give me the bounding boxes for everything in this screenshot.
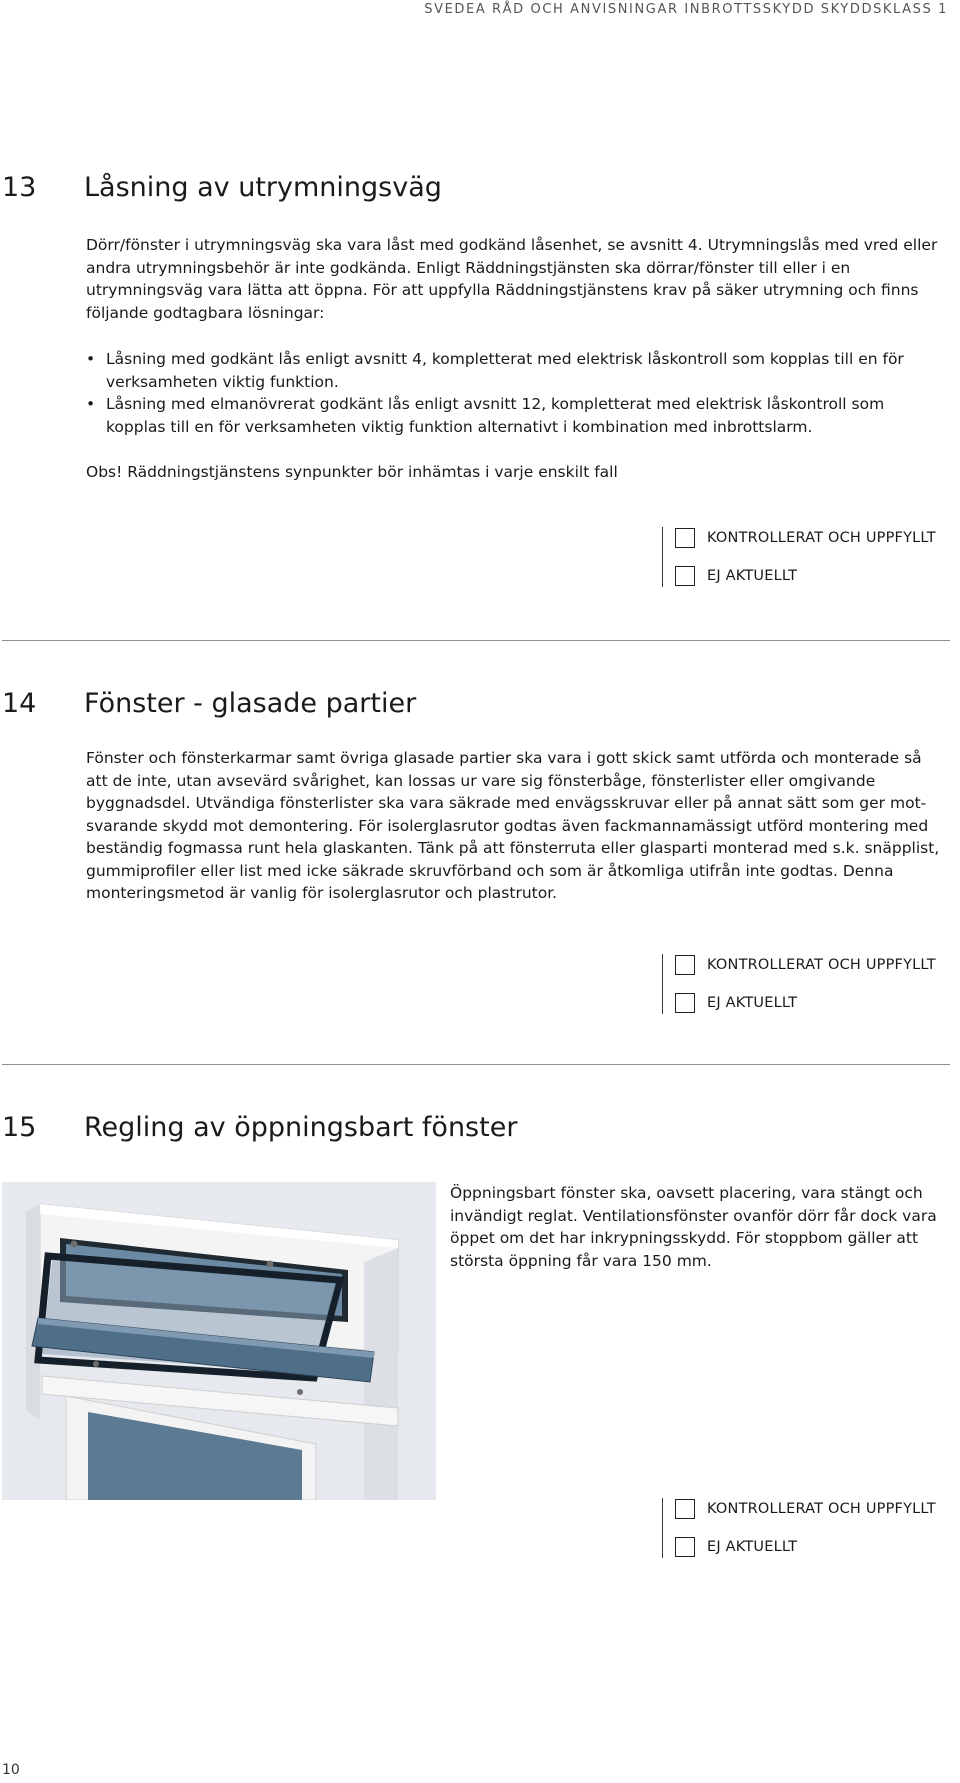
check-not-applicable-label: EJ AKTUELLT <box>707 1539 798 1555</box>
running-header: SVEDEA RÅD OCH ANVISNINGAR INBROTTSSKYDD SKYDDSKLASS 1 <box>424 2 948 17</box>
check-not-applicable-row[interactable] <box>675 1536 797 1558</box>
checkbox-controlled[interactable] <box>675 528 695 548</box>
divider <box>2 1064 950 1065</box>
bullet-text: Låsning med godkänt lås enligt avsnitt 4, kompletterat med elektrisk låskontroll som kopplas till en för verksamheten viktig funktion. <box>106 350 904 391</box>
section-15-body: Öppningsbart fönster ska, oavsett placering, vara stängt och invändigt reglat. Ventilationsfönster ovanför dörr får dock vara öppet om det har inkrypningsskydd. För stoppbom gäller att största öppning får vara 150 mm. <box>450 1184 937 1270</box>
section-13-bullet-list <box>86 348 946 438</box>
check-controlled-label: KONTROLLERAT OCH UPPFYLLT <box>707 957 936 973</box>
page-number: 10 <box>2 1762 20 1778</box>
section-13-checklist <box>662 527 952 587</box>
bullet-icon: • <box>86 350 96 368</box>
check-not-applicable-label: EJ AKTUELLT <box>707 995 798 1011</box>
check-controlled-row[interactable] <box>675 954 936 976</box>
check-controlled-row[interactable] <box>675 527 936 549</box>
list-item <box>86 348 946 393</box>
section-14-checklist <box>662 954 952 1014</box>
section-13-title: Låsning av utrymningsväg <box>84 172 442 203</box>
bullet-icon: • <box>86 395 96 413</box>
section-13-note: Obs! Räddningstjänstens synpunkter bör inhämtas i varje enskilt fall <box>86 463 618 481</box>
list-item <box>86 393 946 438</box>
section-14-title: Fönster - glasade partier <box>84 688 417 719</box>
divider <box>2 640 950 641</box>
check-not-applicable-label: EJ AKTUELLT <box>707 568 798 584</box>
window-bar-illustration <box>2 1182 436 1500</box>
check-controlled-label: KONTROLLERAT OCH UPPFYLLT <box>707 1501 936 1517</box>
bullet-text: Låsning med elmanövrerat godkänt lås enligt avsnitt 12, kompletterat med elektrisk låskontroll som kopplas till en för verksamheten viktig funktion alternativt i kombination med inbrottslarm. <box>106 395 885 436</box>
check-controlled-label: KONTROLLERAT OCH UPPFYLLT <box>707 530 936 546</box>
check-not-applicable-row[interactable] <box>675 992 797 1014</box>
checkbox-not-applicable[interactable] <box>675 566 695 586</box>
checkbox-controlled[interactable] <box>675 955 695 975</box>
section-15-number: 15 <box>2 1112 37 1143</box>
section-15-checklist <box>662 1498 952 1558</box>
checkbox-not-applicable[interactable] <box>675 1537 695 1557</box>
check-controlled-row[interactable] <box>675 1498 936 1520</box>
checkbox-controlled[interactable] <box>675 1499 695 1519</box>
section-15-title: Regling av öppningsbart fönster <box>84 1112 518 1143</box>
section-13-number: 13 <box>2 172 37 203</box>
section-14-body: Fönster och fönsterkarmar samt övriga glasade partier ska vara i gott skick samt utförda och monterade så att de inte, utan avsevärd svårighet, kan lossas ur vare sig fönsterbåge, fönsterlister eller omgivande byggnadsdel. Utvändiga fönsterlister ska vara säkrade med envägsskruvar eller på annat sätt som ger mot-svarande skydd mot demontering. För isolerglasrutor godtas även fackmannamässigt utförd montering med beständig fogmassa runt hela glaskanten. Tänk på att fönsterruta eller glasparti monterad med s.k. snäpplist, gummiprofiler eller list med icke säkrade skruvförband och som är åtkomliga utifrån inte godtas. Denna monteringsmetod är vanlig för isolerglasrutor och plastrutor. <box>86 749 940 902</box>
section-13-intro: Dörr/fönster i utrymningsväg ska vara låst med godkänd låsenhet, se avsnitt 4. Utrymningslås med vred eller andra utrymningsbehör är inte godkända. Enligt Räddningstjänsten ska dörrar/fönster till eller i en utrymningsväg vara lätta att öppna. För att uppfylla Räddningstjänstens krav på säker utrymning och finns följande godtagbara lösningar: <box>86 236 938 322</box>
check-not-applicable-row[interactable] <box>675 565 797 587</box>
section-14-number: 14 <box>2 688 37 719</box>
checkbox-not-applicable[interactable] <box>675 993 695 1013</box>
